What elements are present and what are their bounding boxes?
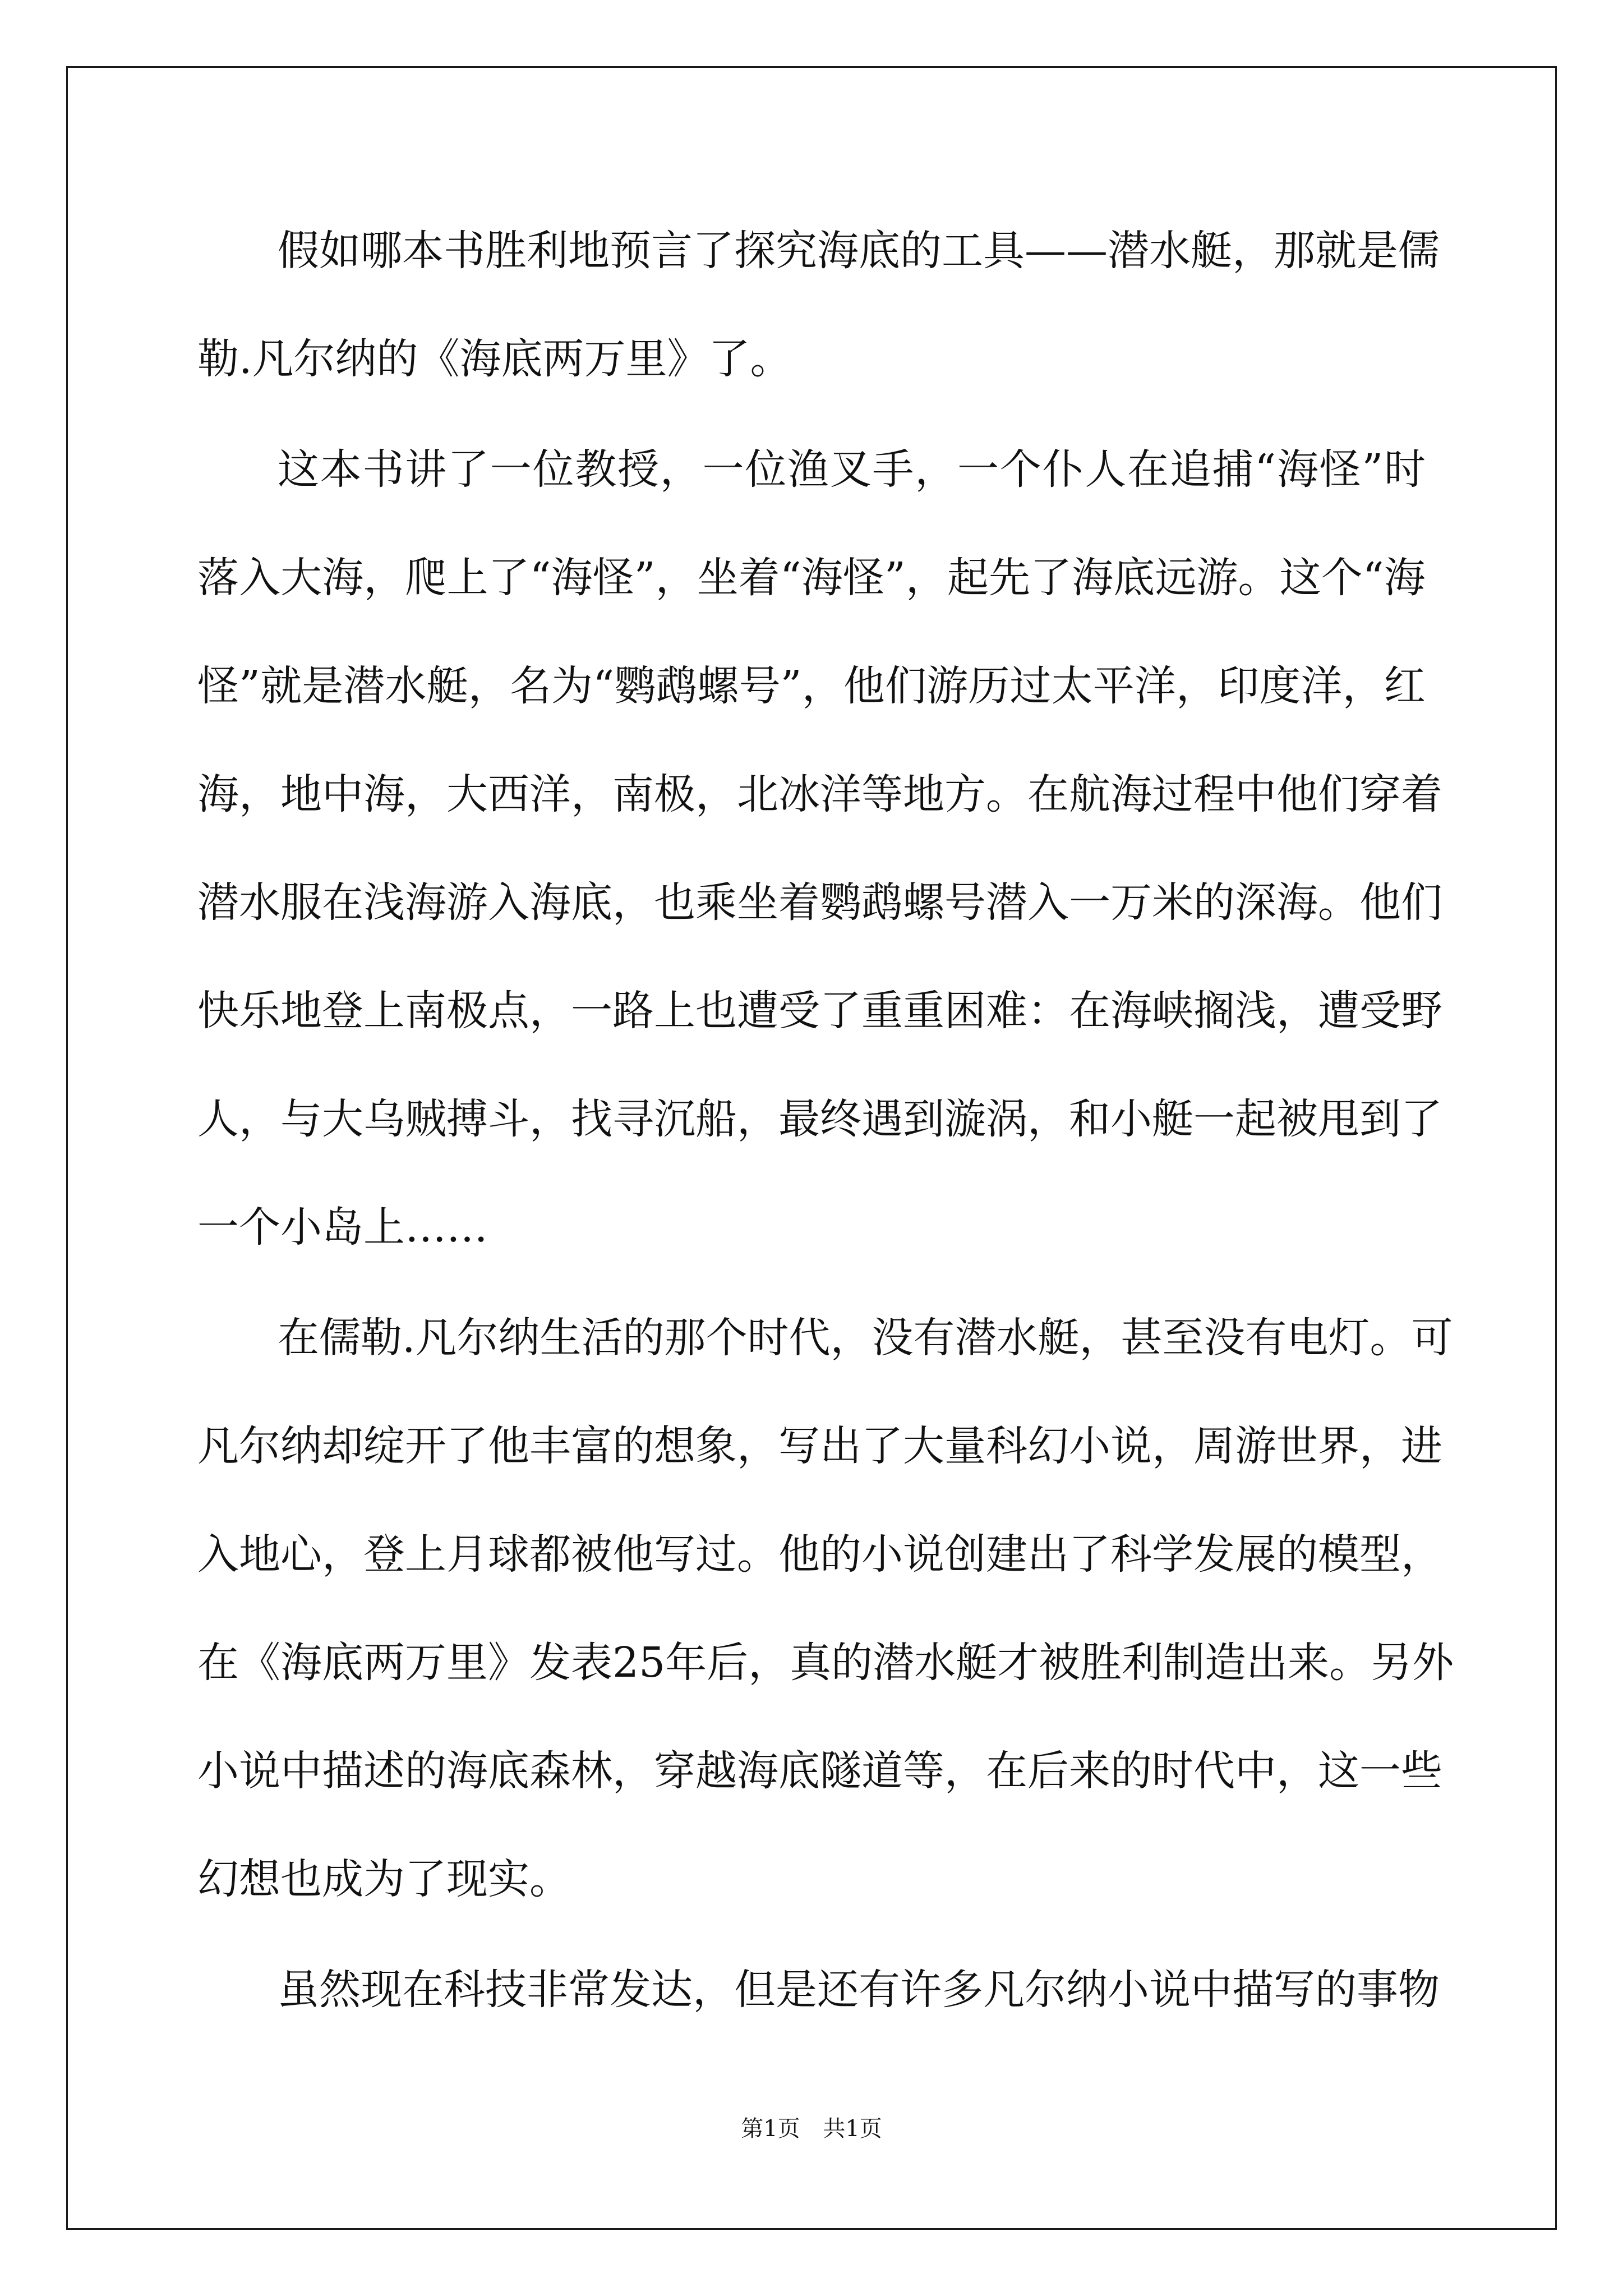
text-line: 幻想也成为了现实。 — [197, 1855, 571, 1903]
text-line: 这 本 书 讲 了 一 位 教 授 ， 一 位 渔 叉 手 ， 一 个 仆 人 在 追 捕 “ 海 怪 ” 时 — [278, 445, 1426, 494]
text-line: 人 ， 与 大 乌 贼 搏 斗 ， 找 寻 沉 船 ， 最 终 遇 到 漩 涡 ， 和 小 艇 一 起 被 甩 到 了 — [197, 1095, 1442, 1143]
text-line: 小 说 中 描 述 的 海 底 森 林 ， 穿 越 海 底 隧 道 等 ， 在 后 来 的 时 代 中 ， 这 一 些 — [197, 1747, 1442, 1795]
text-line: 海 ， 地 中 海 ， 大 西 洋 ， 南 极 ， 北 冰 洋 等 地 方 。 在 航 海 过 程 中 他 们 穿 着 — [197, 770, 1442, 818]
text-line: 一个小岛上…… — [197, 1203, 488, 1251]
text-line: 在 儒 勒 . 凡 尔 纳 生 活 的 那 个 时 代 ， 没 有 潜 水 艇 ， 甚 至 没 有 电 灯 。 可 — [278, 1314, 1453, 1362]
text-line: 潜 水 服 在 浅 海 游 入 海 底 ， 也 乘 坐 着 鹦 鹉 螺 号 潜 入 一 万 米 的 深 海 。 他 们 — [197, 878, 1442, 927]
text-line: 快 乐 地 登 上 南 极 点 ， 一 路 上 也 遭 受 了 重 重 困 难 ： 在 海 峡 搁 浅 ， 遭 受 野 — [197, 987, 1442, 1035]
text-line: 勒.凡尔纳的《海底两万里》了。 — [197, 335, 792, 383]
page-footer — [0, 2109, 1623, 2148]
page-total: 共1页 — [823, 2116, 882, 2142]
text-line: 凡 尔 纳 却 绽 开 了 他 丰 富 的 想 象 ， 写 出 了 大 量 科 幻 小 说 ， 周 游 世 界 ， 进 — [197, 1422, 1442, 1470]
text-line: 虽 然 现 在 科 技 非 常 发 达 ， 但 是 还 有 许 多 凡 尔 纳 小 说 中 描 写 的 事 物 — [278, 1966, 1440, 2014]
text-line: 假 如 哪 本 书 胜 利 地 预 言 了 探 究 海 底 的 工 具 — — 潜 水 艇 ， 那 就 是 儒 — [278, 227, 1440, 275]
page-number: 第1页 — [741, 2116, 800, 2142]
text-line: 怪 ” 就 是 潜 水 艇 ， 名 为 “ 鹦 鹉 螺 号 ” ， 他 们 游 历 过 太 平 洋 ， 印 度 洋 ， 红 — [197, 662, 1426, 710]
text-line: 入 地 心 ， 登 上 月 球 都 被 他 写 过 。 他 的 小 说 创 建 出 了 科 学 发 展 的 模 型 ， — [197, 1530, 1442, 1579]
text-line: 在 《 海 底 两 万 里 》 发 表 25 年 后 ， 真 的 潜 水 艇 才 被 胜 利 制 造 出 来 。 另 外 — [197, 1639, 1454, 1687]
text-line: 落 入 大 海 ， 爬 上 了 “ 海 怪 ” ， 坐 着 “ 海 怪 ” ， 起 先 了 海 底 远 游 。 这 个 “ 海 — [197, 554, 1426, 602]
